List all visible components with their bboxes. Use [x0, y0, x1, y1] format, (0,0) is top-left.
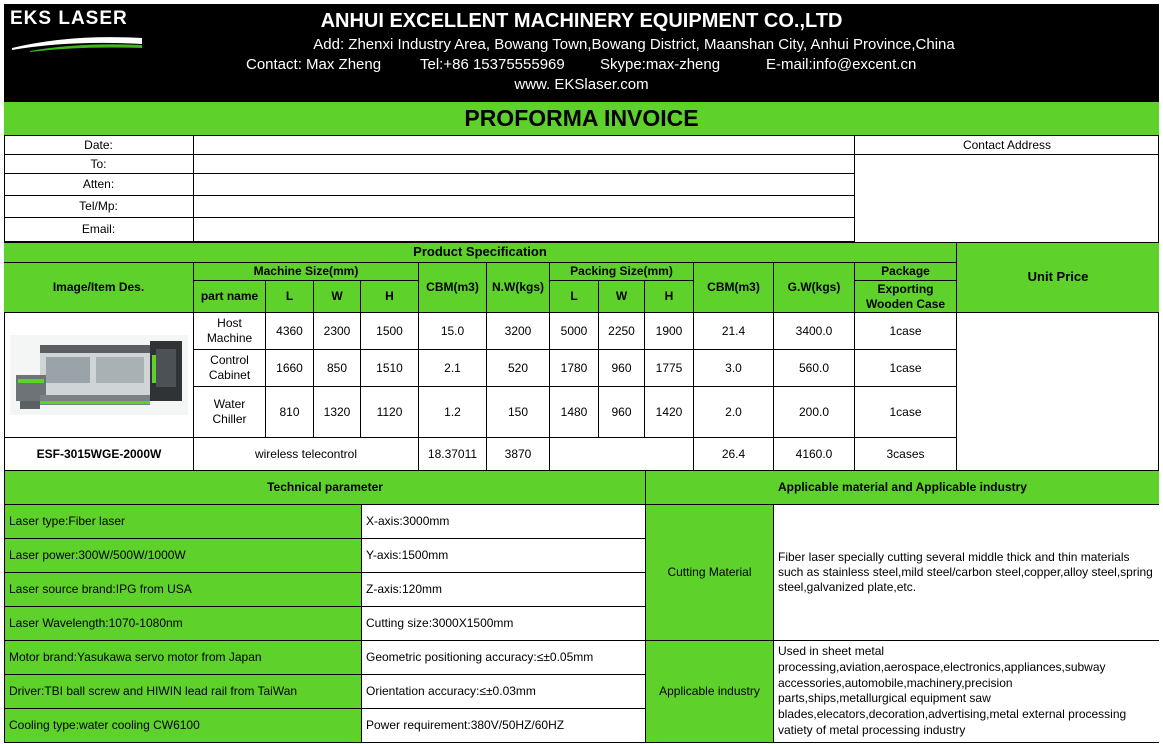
atten-label: Atten: [4, 174, 194, 196]
email-label: Email: [4, 218, 194, 242]
row1-pkg: 1case [855, 313, 957, 350]
row2-w: 850 [314, 350, 361, 387]
tech-left-6: Driver:TBI ball screw and HIWIN lead rail from TaiWan [4, 675, 362, 709]
total-cbm: 18.37011 [419, 438, 487, 471]
row2-nw: 520 [487, 350, 550, 387]
tech-left-5: Motor brand:Yasukawa servo motor from Japan [4, 641, 362, 675]
telmp-field[interactable] [194, 196, 855, 218]
packing-size-header: Packing Size(mm) [550, 263, 694, 281]
contact-address-field[interactable] [855, 155, 1159, 242]
row3-l: 810 [266, 387, 314, 438]
row2-cbm2: 3.0 [694, 350, 774, 387]
remote-desc: wireless telecontrol [194, 438, 419, 471]
row3-ph: 1420 [645, 387, 694, 438]
gw-header: G.W(kgs) [774, 263, 855, 313]
row3-nw: 150 [487, 387, 550, 438]
apps-title: Applicable material and Applicable industry [646, 471, 1159, 505]
row2-pkg: 1case [855, 350, 957, 387]
total-cbm2: 26.4 [694, 438, 774, 471]
row3-w: 1320 [314, 387, 361, 438]
tech-right-6: Orientation accuracy:≤±0.03mm [362, 675, 646, 709]
logo-text: EKS LASER [10, 8, 128, 29]
packing-l-header: L [550, 281, 599, 313]
machine-size-header: Machine Size(mm) [194, 263, 419, 281]
row3-pl: 1480 [550, 387, 599, 438]
row2-pw: 960 [599, 350, 645, 387]
tech-title: Technical parameter [4, 471, 646, 505]
tech-left-3: Laser source brand:IPG from USA [4, 573, 362, 607]
row1-pw: 2250 [599, 313, 645, 350]
machine-w-header: W [314, 281, 361, 313]
image-item-header: Image/Item Des. [4, 263, 194, 313]
total-packing-empty [550, 438, 694, 471]
cbm-header: CBM(m3) [419, 263, 487, 313]
contact-tel: Tel:+86 15375555969 [420, 56, 565, 73]
company-address: Add: Zhenxi Industry Area, Bowang Town,Bowang District, Maanshan City, Anhui Province,China [313, 36, 955, 53]
contact-address-label: Contact Address [855, 136, 1159, 155]
unit-price-cell[interactable] [957, 313, 1159, 471]
row2-gw: 560.0 [774, 350, 855, 387]
part-name-header: part name [194, 281, 266, 313]
contact-email[interactable]: E-mail:info@excent.cn [766, 56, 917, 73]
row1-w: 2300 [314, 313, 361, 350]
row2-l: 1660 [266, 350, 314, 387]
product-image-cell [4, 313, 194, 438]
row2-pl: 1780 [550, 350, 599, 387]
row2-h: 1510 [361, 350, 419, 387]
row1-part: Host Machine [194, 313, 266, 350]
row3-pw: 960 [599, 387, 645, 438]
tech-left-4: Laser Wavelength:1070-1080nm [4, 607, 362, 641]
packing-h-header: H [645, 281, 694, 313]
cutting-material-text: Fiber laser specially cutting several middle thick and thin materials such as stainless steel,mild steel/carbon steel,copper,alloy steel,spring steel,galvanized plate,etc. [774, 505, 1159, 641]
total-pkg: 3cases [855, 438, 957, 471]
package-header: Package [855, 263, 957, 281]
email-field[interactable] [194, 218, 855, 242]
atten-field[interactable] [194, 174, 855, 196]
contact-skype: Skype:max-zheng [600, 56, 721, 73]
company-header [4, 4, 1159, 102]
tech-left-2: Laser power:300W/500W/1000W [4, 539, 362, 573]
model-name: ESF-3015WGE-2000W [4, 438, 194, 471]
row2-ph: 1775 [645, 350, 694, 387]
row2-part: Control Cabinet [194, 350, 266, 387]
tech-right-1: X-axis:3000mm [362, 505, 646, 539]
logo-swoosh-icon [10, 32, 144, 52]
tech-right-5: Geometric positioning accuracy:≤±0.05mm [362, 641, 646, 675]
row1-ph: 1900 [645, 313, 694, 350]
machine-h-header: H [361, 281, 419, 313]
nw-header: N.W(kgs) [487, 263, 550, 313]
packing-w-header: W [599, 281, 645, 313]
row1-gw: 3400.0 [774, 313, 855, 350]
contact-name: Contact: Max Zheng [246, 56, 382, 73]
tech-right-7: Power requirement:380V/50HZ/60HZ [362, 709, 646, 743]
row3-cbm2: 2.0 [694, 387, 774, 438]
tech-right-4: Cutting size:3000X1500mm [362, 607, 646, 641]
tech-left-1: Laser type:Fiber laser [4, 505, 362, 539]
row3-pkg: 1case [855, 387, 957, 438]
tech-right-3: Z-axis:120mm [362, 573, 646, 607]
row3-gw: 200.0 [774, 387, 855, 438]
applicable-industry-label: Applicable industry [646, 641, 774, 743]
row1-h: 1500 [361, 313, 419, 350]
to-label: To: [4, 155, 194, 174]
company-name: ANHUI EXCELLENT MACHINERY EQUIPMENT CO.,LTD [320, 10, 843, 32]
telmp-label: Tel/Mp: [4, 196, 194, 218]
date-field[interactable] [194, 136, 855, 155]
row3-part: Water Chiller [194, 387, 266, 438]
cutting-material-label: Cutting Material [646, 505, 774, 641]
total-gw: 4160.0 [774, 438, 855, 471]
unit-price-header: Unit Price [957, 243, 1159, 313]
row1-cbm: 15.0 [419, 313, 487, 350]
machine-l-header: L [266, 281, 314, 313]
tech-right-2: Y-axis:1500mm [362, 539, 646, 573]
row1-l: 4360 [266, 313, 314, 350]
tech-left-7: Cooling type:water cooling CW6100 [4, 709, 362, 743]
cbm2-header: CBM(m3) [694, 263, 774, 313]
row1-pl: 5000 [550, 313, 599, 350]
laser-machine-image [10, 335, 188, 415]
to-field[interactable] [194, 155, 855, 174]
invoice-title: PROFORMA INVOICE [4, 102, 1159, 136]
total-nw: 3870 [487, 438, 550, 471]
company-website[interactable]: www. EKSlaser.com [514, 76, 649, 93]
row2-cbm: 2.1 [419, 350, 487, 387]
exporting-header: Exporting Wooden Case [855, 281, 957, 313]
date-label: Date: [4, 136, 194, 155]
row1-nw: 3200 [487, 313, 550, 350]
applicable-industry-text: Used in sheet metal processing,aviation,aerospace,electronics,appliances,subway accessories,automobile,machinery,precision parts,ships,metallurgical equipment saw blades,elecators,decoration,advertising,metal external processing vatiety of metal processing industry [774, 641, 1159, 743]
row3-cbm: 1.2 [419, 387, 487, 438]
row3-h: 1120 [361, 387, 419, 438]
row1-cbm2: 21.4 [694, 313, 774, 350]
spec-title: Product Specification [4, 243, 957, 263]
